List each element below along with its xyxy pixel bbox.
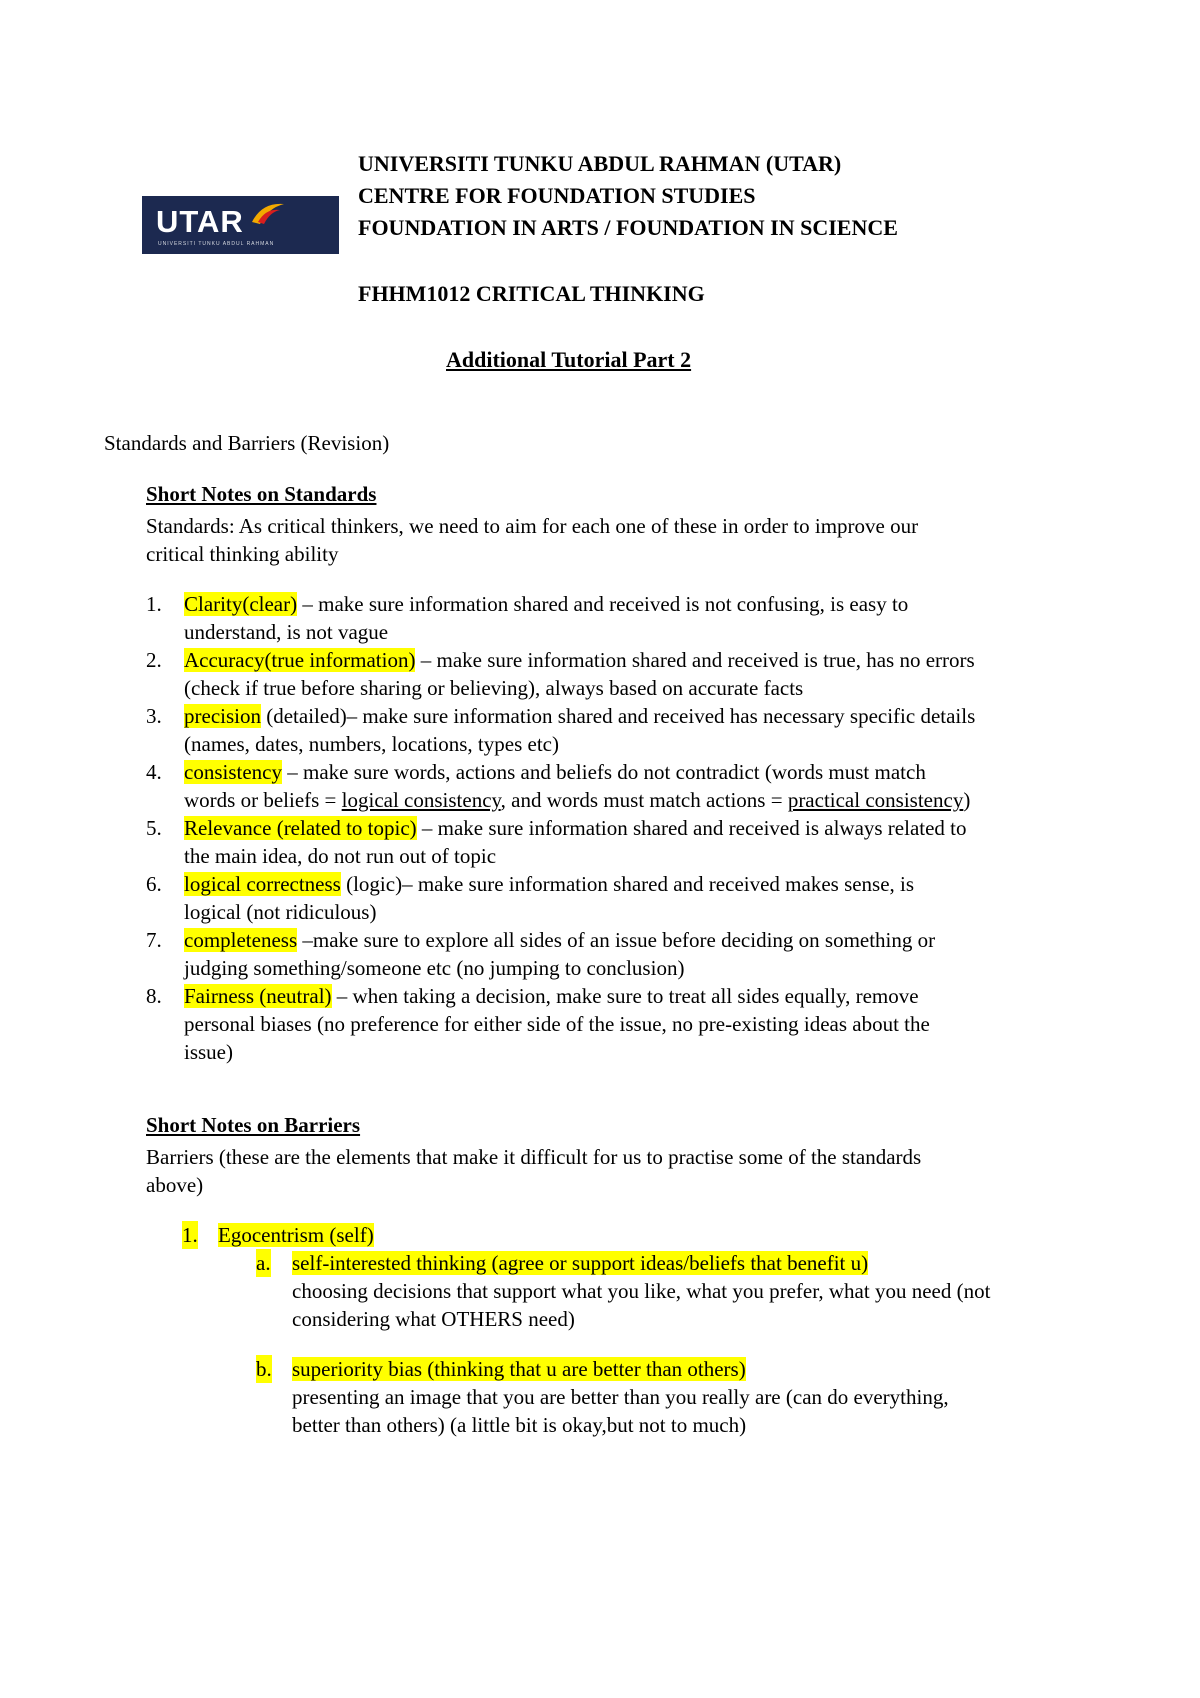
header-line-3: FOUNDATION IN ARTS / FOUNDATION IN SCIENCE [358,215,898,240]
standard-term: Clarity(clear) [184,592,298,616]
sub-item-label: superiority bias (thinking that u are better than others) [292,1357,746,1381]
list-item: 8. Fairness (neutral) – when taking a decision, make sure to treat all sides equally, remove personal biases (no preference for either side of the issue, no pre-existing ideas about the issue) [146,984,930,1064]
list-item: 5. Relevance (related to topic) – make sure information shared and received is always related to the main idea, do not run out of topic [146,816,967,868]
utar-logo-icon [248,198,288,228]
list-item: 4. consistency – make sure words, actions and beliefs do not contradict (words must match words or beliefs = logical consistency, and words must match actions = practical consistency) [146,760,971,812]
standards-heading: Short Notes on Standards [146,482,377,506]
sub-item-desc: presenting an image that you are better than you really are (can do everything, [292,1385,949,1409]
course-title: FHHM1012 CRITICAL THINKING [358,281,705,306]
utar-logo [142,196,339,254]
standard-term: precision [184,704,261,728]
logo-tagline: UNIVERSITI TUNKU ABDUL RAHMAN [158,241,275,247]
sub-item-letter: b. [256,1357,272,1381]
list-item: 1. Clarity(clear) – make sure information shared and received is not confusing, is easy to understand, is not vague [146,592,909,644]
barrier-label: Egocentrism (self) [218,1223,374,1247]
standard-term: Fairness (neutral) [184,984,332,1008]
list-item: 2. Accuracy(true information) – make sure information shared and received is true, has no errors (check if true before sharing or believing), always based on accurate facts [146,648,975,700]
standards-desc-line-1: Standards: As critical thinkers, we need to aim for each one of these in order to improve our [146,514,919,538]
standard-term: consistency [184,760,282,784]
sub-item-a [146,1249,1116,1333]
list-item: 6. logical correctness (logic)– make sure information shared and received makes sense, is logical (not ridiculous) [146,872,915,924]
standards-list [146,590,1116,1066]
barriers-desc-line-1: Barriers (these are the elements that make it difficult for us to practise some of the standards [146,1145,922,1169]
barrier-number: 1. [182,1223,198,1247]
standard-term: Relevance (related to topic) [184,816,417,840]
barriers-desc-line-2: above) [146,1173,204,1197]
tutorial-title: Additional Tutorial Part 2 [446,347,692,372]
sub-item-label: self-interested thinking (agree or support ideas/beliefs that benefit u) [292,1251,869,1275]
sub-item-b [146,1355,1116,1439]
barriers-heading: Short Notes on Barriers [146,1113,361,1137]
barriers-section [146,1111,1116,1439]
sub-item-letter: a. [256,1251,271,1275]
header-line-1: UNIVERSITI TUNKU ABDUL RAHMAN (UTAR) [358,151,842,176]
standards-desc-line-2: critical thinking ability [146,542,339,566]
standard-term: Accuracy(true information) [184,648,416,672]
standards-section [146,480,1116,1066]
standard-term: completeness [184,928,298,952]
list-item: 7. completeness –make sure to explore all sides of an issue before deciding on something or judging something/someone etc (no jumping to conclusion) [146,928,936,980]
barrier-item-egocentrism [146,1221,1116,1249]
sub-item-desc: better than others) (a little bit is okay,but not to much) [292,1413,747,1437]
sub-item-desc: considering what OTHERS need) [292,1307,575,1331]
list-item: 3. precision (detailed)– make sure information shared and received has necessary specific details (names, dates, numbers, locations, types etc) [146,704,976,756]
standard-term: logical correctness [184,872,341,896]
header-line-2: CENTRE FOR FOUNDATION STUDIES [358,183,756,208]
intro-text: Standards and Barriers (Revision) [104,431,390,455]
institution-header [358,148,898,244]
logo-wordmark: UTAR [156,204,244,239]
sub-item-desc: choosing decisions that support what you like, what you prefer, what you need (not [292,1279,991,1303]
